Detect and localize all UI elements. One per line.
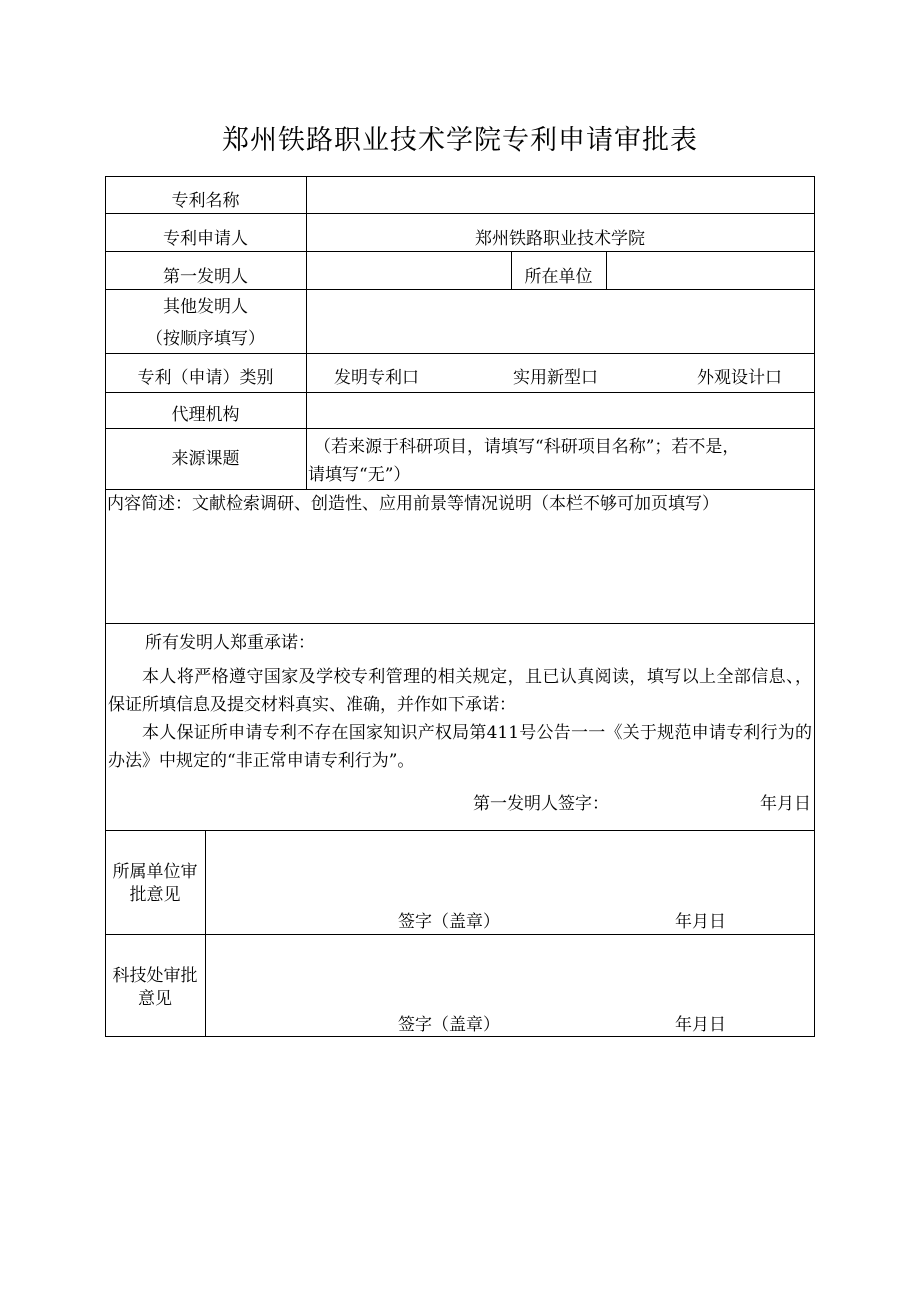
table-border-bottom xyxy=(105,1036,815,1037)
row-divider xyxy=(105,428,815,429)
source-hint-line2[interactable]: 请填写“无”） xyxy=(308,465,411,485)
pledge-paragraph-2 xyxy=(108,719,812,775)
pledge-text: 本人将严格遵守国家及学校专利管理的相关规定，且已认真阅读，填写以上全部信息、，保证所填信息及提交材料真实、准确，并作如下承诺： xyxy=(108,667,812,715)
unit-approval-date[interactable]: 年月日 xyxy=(675,912,726,932)
category-option-design[interactable]: 外观设计口 xyxy=(697,368,782,388)
pledge-heading: 所有发明人郑重承诺： xyxy=(145,633,315,653)
label-column-divider xyxy=(306,176,307,428)
row-divider xyxy=(105,623,815,624)
table-border-right xyxy=(814,176,815,1036)
source-hint-line1[interactable]: （若来源于科研项目，请填写“科研项目名称”；若不是， xyxy=(314,437,740,457)
category-label: 专利（申请）类别 xyxy=(137,368,274,388)
row-divider xyxy=(105,213,815,214)
applicant-label: 专利申请人 xyxy=(163,229,248,249)
row-divider xyxy=(105,289,815,290)
other-inventors-order-note: （按顺序填写） xyxy=(146,329,265,349)
tech-office-approval-label-cont: 意见 xyxy=(138,989,172,1009)
tech-office-approval-date[interactable]: 年月日 xyxy=(675,1015,726,1035)
unit-label: 所在单位 xyxy=(524,267,593,287)
pledge-date-label[interactable]: 年月日 xyxy=(760,794,811,814)
unit-label-divider-right xyxy=(606,251,607,289)
row-divider xyxy=(105,830,815,831)
category-option-invention[interactable]: 发明专利口 xyxy=(334,368,419,388)
pledge-paragraph-1 xyxy=(108,663,812,719)
agency-label: 代理机构 xyxy=(171,405,240,425)
table-border-top xyxy=(105,176,815,177)
approval-label-divider xyxy=(205,830,206,1036)
first-inventor-label: 第一发明人 xyxy=(163,267,248,287)
tech-office-approval-label: 科技处审批 xyxy=(112,966,198,986)
source-label: 来源课题 xyxy=(171,449,240,469)
row-divider xyxy=(105,353,815,354)
tech-office-approval-signature[interactable]: 签字（盖章） xyxy=(398,1015,500,1035)
category-option-utility-model[interactable]: 实用新型口 xyxy=(513,368,598,388)
other-inventors-label: 其他发明人 xyxy=(163,297,248,317)
pledge-text: 本人保证所申请专利不存在国家知识产权局第411号公告一一《关于规范申请专利行为的办法》中规定的“非正常申请专利行为”。 xyxy=(108,723,812,771)
summary-label: 内容简述：文献检索调研、创造性、应用前景等情况说明（本栏不够可加页填写） xyxy=(107,494,719,514)
row-divider xyxy=(105,251,815,252)
form-title: 郑州铁路职业技术学院专利申请审批表 xyxy=(222,125,698,156)
unit-approval-label-cont: 批意见 xyxy=(129,885,181,905)
patent-name-label: 专利名称 xyxy=(171,191,240,211)
unit-approval-signature[interactable]: 签字（盖章） xyxy=(398,912,500,932)
label-column-divider xyxy=(306,428,307,489)
row-divider xyxy=(105,392,815,393)
applicant-field[interactable]: 郑州铁路职业技术学院 xyxy=(475,229,645,249)
unit-approval-label: 所属单位审 xyxy=(112,862,198,882)
first-inventor-signature-label[interactable]: 第一发明人签字： xyxy=(473,794,609,814)
row-divider xyxy=(105,934,815,935)
row-divider xyxy=(105,489,815,490)
